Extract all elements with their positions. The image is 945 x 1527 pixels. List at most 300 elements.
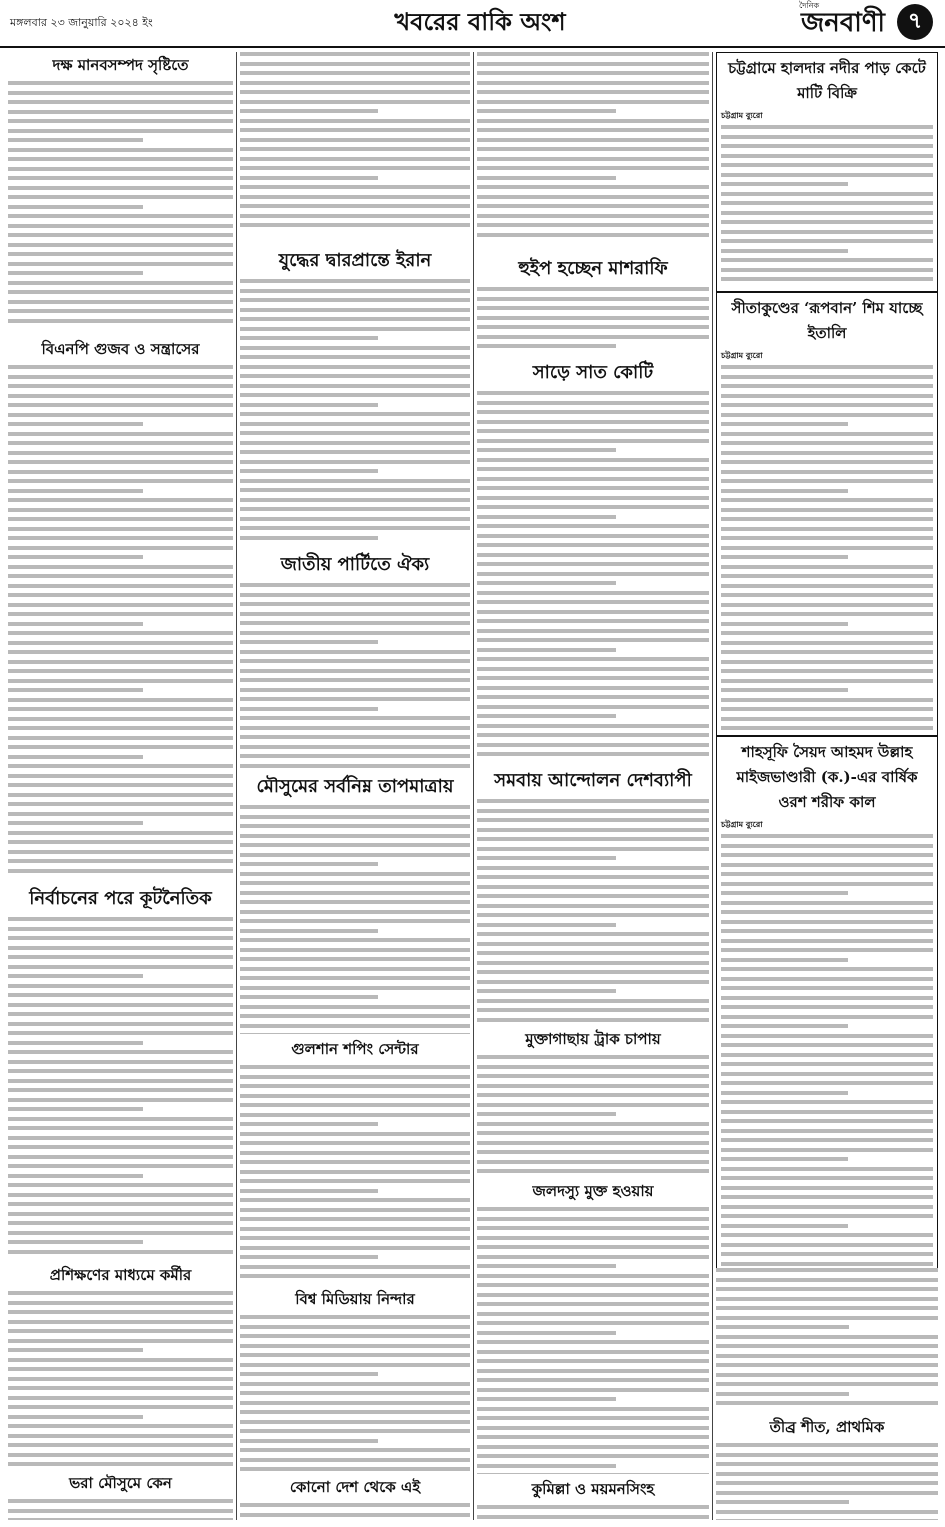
text-line xyxy=(240,166,470,170)
article-headline: কোনো দেশ থেকে এই xyxy=(289,1478,421,1496)
text-line xyxy=(477,448,616,452)
text-line xyxy=(8,100,233,104)
text-line xyxy=(477,1350,709,1354)
text-line xyxy=(477,458,709,462)
article-headline: দক্ষ মানবসম্পদ সৃষ্টিতে xyxy=(52,56,189,74)
text-line xyxy=(477,1331,616,1335)
text-line xyxy=(8,167,233,171)
text-line xyxy=(8,1041,143,1045)
section-title: খবরের বাকি অংশ xyxy=(394,7,566,36)
text-line xyxy=(477,866,709,870)
text-line xyxy=(477,619,709,623)
text-line xyxy=(240,412,470,416)
text-line xyxy=(477,989,616,993)
text-line xyxy=(8,612,233,616)
text-line xyxy=(8,1031,233,1035)
text-line xyxy=(721,1262,933,1266)
text-line xyxy=(716,1335,938,1339)
text-line xyxy=(8,460,233,464)
text-line xyxy=(721,546,933,550)
text-line xyxy=(240,441,470,445)
text-line xyxy=(8,1329,233,1333)
text-line xyxy=(721,688,848,692)
text-line xyxy=(240,824,470,828)
text-line xyxy=(477,81,709,85)
text-line xyxy=(716,1491,938,1495)
text-line xyxy=(721,660,933,664)
text-line xyxy=(240,1198,470,1202)
text-line xyxy=(721,375,933,379)
text-line xyxy=(8,1310,233,1314)
text-line xyxy=(240,119,470,123)
text-line xyxy=(8,745,233,749)
text-line xyxy=(240,583,470,587)
article-c6 xyxy=(477,1476,709,1520)
text-line xyxy=(240,872,470,876)
text-line xyxy=(477,904,709,908)
text-line xyxy=(240,100,470,104)
text-line xyxy=(721,527,933,531)
text-line xyxy=(8,1443,233,1447)
text-line xyxy=(8,157,233,161)
article-headline: সাড়ে সাত কোটি xyxy=(532,362,654,383)
text-line xyxy=(477,335,709,339)
column-4 xyxy=(716,52,938,1520)
text-line xyxy=(240,327,470,331)
text-line xyxy=(8,802,233,806)
text-line xyxy=(8,224,233,228)
text-line xyxy=(721,1034,933,1038)
text-line xyxy=(240,204,470,208)
article-c1 xyxy=(477,252,709,354)
text-line xyxy=(477,316,709,320)
text-line xyxy=(240,669,470,673)
text-line xyxy=(716,1453,938,1457)
text-line xyxy=(240,422,470,426)
text-line xyxy=(721,1214,933,1218)
text-line xyxy=(477,287,709,291)
article-b2 xyxy=(240,548,470,768)
text-line xyxy=(240,185,470,189)
text-line xyxy=(240,1363,470,1367)
text-line xyxy=(477,1369,709,1373)
text-line xyxy=(477,1055,709,1059)
text-line xyxy=(477,166,709,170)
text-line xyxy=(477,1084,709,1088)
text-line xyxy=(240,1274,470,1278)
text-line xyxy=(240,1208,470,1212)
text-line xyxy=(240,1065,470,1069)
text-line xyxy=(477,724,709,728)
text-line xyxy=(240,716,470,720)
text-line xyxy=(8,1424,233,1428)
text-line xyxy=(721,1091,848,1095)
text-line xyxy=(240,1265,470,1269)
text-line xyxy=(8,774,233,778)
article-d4 xyxy=(716,1414,938,1520)
text-line xyxy=(8,1022,233,1026)
text-line xyxy=(8,1126,233,1130)
text-line xyxy=(8,1060,233,1064)
text-line xyxy=(8,688,143,692)
text-line xyxy=(721,268,933,272)
text-line xyxy=(240,1033,470,1034)
text-line xyxy=(8,1107,143,1111)
text-line xyxy=(721,1072,933,1076)
text-line xyxy=(716,1354,938,1358)
article-c0 xyxy=(477,52,709,250)
text-line xyxy=(240,1094,470,1098)
text-line xyxy=(477,847,709,851)
text-line xyxy=(240,986,470,990)
text-line xyxy=(477,477,709,481)
text-line xyxy=(8,1499,233,1503)
text-line xyxy=(721,1224,848,1228)
text-line xyxy=(721,669,933,673)
text-line xyxy=(721,1129,933,1133)
text-line xyxy=(477,1274,709,1278)
column-2 xyxy=(240,52,470,1520)
text-line xyxy=(716,1510,938,1514)
text-line xyxy=(721,470,933,474)
text-line xyxy=(8,955,233,959)
text-line xyxy=(8,1518,233,1520)
text-line xyxy=(8,1377,233,1381)
text-line xyxy=(240,214,470,218)
text-line xyxy=(721,641,933,645)
text-line xyxy=(721,249,848,253)
text-line xyxy=(721,679,933,683)
text-line xyxy=(240,621,470,625)
text-line xyxy=(240,834,470,838)
text-line xyxy=(240,1170,470,1174)
article-c3 xyxy=(477,764,709,1024)
text-line xyxy=(716,1306,938,1310)
article-body xyxy=(240,279,470,544)
article-a5 xyxy=(8,1470,233,1520)
text-line xyxy=(477,1321,709,1325)
article-body xyxy=(477,391,709,760)
text-line xyxy=(8,1339,233,1343)
article-d3 xyxy=(716,736,938,1270)
article-headline: সীতাকুণ্ডের ‘রূপবান’ শিম যাচ্ছে ইতালি xyxy=(731,299,923,342)
article-c5 xyxy=(477,1178,709,1474)
text-line xyxy=(240,957,470,961)
text-line xyxy=(240,602,470,606)
article-d1 xyxy=(716,52,938,292)
text-line xyxy=(240,1344,470,1348)
text-line xyxy=(8,1079,233,1083)
text-line xyxy=(240,815,470,819)
text-line xyxy=(721,498,933,502)
text-line xyxy=(721,948,933,952)
text-line xyxy=(240,593,470,597)
article-body xyxy=(240,583,470,768)
text-line xyxy=(240,697,470,701)
logo-prefix: দৈনিক xyxy=(799,1,820,10)
text-line xyxy=(477,1388,709,1392)
article-body xyxy=(477,287,709,354)
text-line xyxy=(721,863,933,867)
text-line xyxy=(721,622,848,626)
text-line xyxy=(240,938,470,942)
text-line xyxy=(240,1353,470,1357)
article-a4 xyxy=(8,1262,233,1470)
text-line xyxy=(716,1363,938,1367)
text-line xyxy=(8,479,233,483)
text-line xyxy=(240,1255,378,1259)
text-line xyxy=(8,1386,233,1390)
text-line xyxy=(477,147,709,151)
text-line xyxy=(721,154,933,158)
text-line xyxy=(477,1416,709,1420)
logo-text: জনবাণী xyxy=(801,8,885,38)
text-line xyxy=(240,640,378,644)
text-line xyxy=(716,1401,938,1405)
text-line xyxy=(477,743,709,747)
text-line xyxy=(240,62,470,66)
text-line xyxy=(477,1340,709,1344)
text-line xyxy=(716,1500,849,1504)
text-line xyxy=(721,872,933,876)
text-line xyxy=(721,536,933,540)
text-line xyxy=(8,129,233,133)
text-line xyxy=(240,995,378,999)
text-line xyxy=(477,1464,616,1468)
text-line xyxy=(240,308,470,312)
text-line xyxy=(477,401,709,405)
article-headline: নির্বাচনের পরে কূটনৈতিক xyxy=(29,888,212,909)
text-line xyxy=(240,355,470,359)
text-line xyxy=(721,929,933,933)
article-body xyxy=(240,805,470,1034)
article-body xyxy=(240,1065,470,1284)
article-c2 xyxy=(477,356,709,760)
text-line xyxy=(477,885,709,889)
text-line xyxy=(240,109,378,113)
text-line xyxy=(721,1252,933,1256)
text-line xyxy=(240,1160,470,1164)
text-line xyxy=(8,1405,233,1409)
text-line xyxy=(8,946,233,950)
text-line xyxy=(8,831,233,835)
article-d3-cont xyxy=(716,1268,938,1410)
text-line xyxy=(477,109,616,113)
issue-date: মঙ্গলবার ২৩ জানুয়ারি ২০২৪ ইং xyxy=(10,16,153,29)
text-line xyxy=(240,460,470,464)
text-line xyxy=(721,986,933,990)
text-line xyxy=(721,517,933,521)
text-line xyxy=(477,543,709,547)
text-line xyxy=(8,1301,233,1305)
text-line xyxy=(8,375,233,379)
text-line xyxy=(477,695,709,699)
text-line xyxy=(477,942,709,946)
text-line xyxy=(477,204,709,208)
text-line xyxy=(8,1231,233,1235)
text-line xyxy=(721,834,933,838)
text-line xyxy=(8,138,143,142)
text-line xyxy=(477,1445,709,1449)
text-line xyxy=(721,555,848,559)
text-line xyxy=(8,81,233,85)
text-line xyxy=(477,391,709,395)
text-line xyxy=(8,1183,233,1187)
text-line xyxy=(240,393,470,397)
text-line xyxy=(240,1179,470,1183)
text-line xyxy=(8,641,233,645)
text-line xyxy=(721,1205,933,1209)
text-line xyxy=(240,365,470,369)
text-line xyxy=(240,1429,470,1433)
text-line xyxy=(477,71,709,75)
text-line xyxy=(240,853,470,857)
article-body xyxy=(721,834,933,1270)
text-line xyxy=(477,752,709,756)
text-line xyxy=(477,932,709,936)
text-line xyxy=(477,1207,709,1211)
text-line xyxy=(477,610,709,614)
text-line xyxy=(8,764,233,768)
text-line xyxy=(477,1302,709,1306)
text-line xyxy=(721,403,933,407)
text-line xyxy=(716,1344,938,1348)
text-line xyxy=(8,422,143,426)
text-line xyxy=(721,1243,933,1247)
text-line xyxy=(240,52,470,56)
text-line xyxy=(240,507,470,511)
text-line xyxy=(240,1372,378,1376)
text-line xyxy=(477,1217,709,1221)
text-line xyxy=(8,1202,233,1206)
text-line xyxy=(8,243,233,247)
article-body xyxy=(716,1443,938,1520)
text-line xyxy=(477,420,709,424)
text-line xyxy=(721,258,933,262)
text-line xyxy=(8,669,233,673)
text-line xyxy=(8,441,233,445)
text-line xyxy=(477,562,709,566)
text-line xyxy=(477,1283,709,1287)
text-line xyxy=(8,936,233,940)
text-line xyxy=(240,298,470,302)
text-line xyxy=(8,927,233,931)
article-b3 xyxy=(240,770,470,1034)
text-line xyxy=(477,1435,709,1439)
text-line xyxy=(721,1110,933,1114)
text-line xyxy=(8,850,233,854)
article-b1 xyxy=(240,244,470,544)
text-line xyxy=(721,631,933,635)
text-line xyxy=(8,574,233,578)
text-line xyxy=(240,1122,378,1126)
text-line xyxy=(240,612,470,616)
text-line xyxy=(240,1503,470,1507)
text-line xyxy=(240,688,470,692)
text-line xyxy=(477,1255,709,1259)
text-line xyxy=(8,974,143,978)
text-line xyxy=(477,961,709,965)
text-line xyxy=(240,735,470,739)
text-line xyxy=(721,489,848,493)
article-byline: চট্টগ্রাম ব্যুরো xyxy=(721,820,763,829)
text-line xyxy=(477,1160,709,1164)
text-line xyxy=(721,1100,933,1104)
text-line xyxy=(240,128,470,132)
column-3 xyxy=(477,52,709,1520)
article-b0 xyxy=(240,52,470,242)
text-line xyxy=(477,1169,709,1173)
article-headline: হুইপ হচ্ছেন মাশরাফি xyxy=(518,258,668,279)
article-c4 xyxy=(477,1026,709,1176)
text-line xyxy=(8,679,233,683)
article-body xyxy=(721,125,933,281)
text-line xyxy=(477,837,709,841)
text-line xyxy=(477,1008,709,1012)
masthead xyxy=(0,0,945,48)
column-rule xyxy=(473,52,474,1520)
text-line xyxy=(477,980,709,984)
text-line xyxy=(477,799,709,803)
text-line xyxy=(8,214,233,218)
text-line xyxy=(721,977,933,981)
text-line xyxy=(477,856,616,860)
text-line xyxy=(8,1050,233,1054)
text-line xyxy=(240,745,470,749)
text-line xyxy=(721,707,933,711)
article-body xyxy=(477,1505,709,1520)
text-line xyxy=(8,603,233,607)
column-rule xyxy=(712,52,713,1520)
text-line xyxy=(477,875,709,879)
text-line xyxy=(8,1164,233,1168)
text-line xyxy=(8,451,233,455)
text-line xyxy=(477,515,616,519)
text-line xyxy=(716,1462,938,1466)
text-line xyxy=(8,965,233,969)
text-line xyxy=(240,1084,470,1088)
text-line xyxy=(8,555,143,559)
text-line xyxy=(8,726,233,730)
text-line xyxy=(477,1065,709,1069)
text-line xyxy=(477,1407,709,1411)
text-line xyxy=(477,1018,709,1022)
text-line xyxy=(8,498,233,502)
text-line xyxy=(8,110,233,114)
text-line xyxy=(716,1287,938,1291)
text-line xyxy=(8,148,233,152)
article-a1 xyxy=(8,52,233,334)
text-line xyxy=(721,1167,933,1171)
text-line xyxy=(240,1132,470,1136)
article-headline: শাহসূফি সৈয়দ আহমদ উল্লাহ মাইজভাণ্ডারী (ক.)-এর বার্ষিক ওরশ শরীফ কাল xyxy=(736,743,918,811)
article-body xyxy=(8,1291,233,1470)
text-line xyxy=(8,717,233,721)
article-b4 xyxy=(240,1036,470,1284)
text-line xyxy=(477,657,709,661)
text-line xyxy=(477,1359,709,1363)
text-line xyxy=(8,1136,233,1140)
text-line xyxy=(8,984,233,988)
text-line xyxy=(8,650,233,654)
text-line xyxy=(477,524,709,528)
text-line xyxy=(721,432,933,436)
text-line xyxy=(477,138,709,142)
text-line xyxy=(477,999,709,1003)
text-line xyxy=(240,1458,470,1462)
text-line xyxy=(721,1024,848,1028)
text-line xyxy=(477,1103,709,1107)
